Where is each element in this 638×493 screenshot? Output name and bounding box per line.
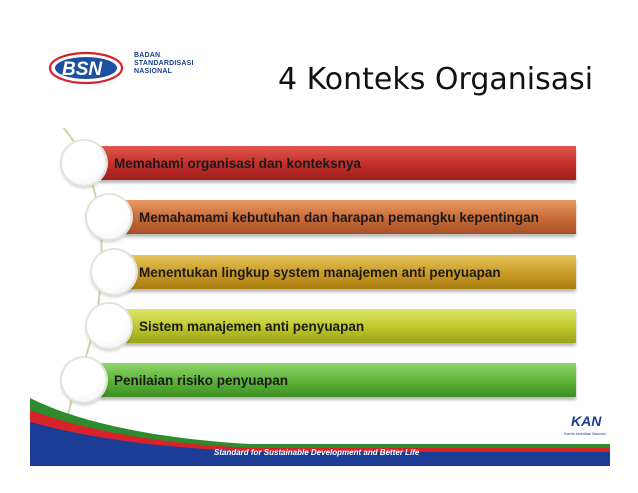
step-label: Menentukan lingkup system manajemen anti penyuapan [139,264,501,280]
kan-logo-subtitle: Komite Akreditasi Nasional [564,432,606,436]
step-bar-1 [100,146,576,180]
step-label: Memahamami kebutuhan dan harapan pemangku kepentingan [139,209,539,225]
step-bar-3 [125,255,576,289]
step-circle-5 [62,358,106,402]
org-name-line: STANDARDISASI [134,60,194,67]
step-circle-1 [62,141,106,185]
step-bar-4 [125,309,576,343]
bsn-logo [48,48,248,88]
step-circle-2 [87,195,131,239]
step-circle-3 [92,250,136,294]
org-name [134,52,194,76]
step-bar-5 [100,363,576,397]
bsn-logo-text: BSN [62,59,103,80]
kan-logo: KAN [571,413,602,429]
step-bar-2 [125,200,576,234]
bsn-logo-mark [48,48,126,88]
slide-title: 4 Konteks Organisasi [278,62,594,97]
step-label: Sistem manajemen anti penyuapan [139,318,365,334]
step-circle-4 [87,304,131,348]
footer-tagline: Standard for Sustainable Development and Better Life [214,448,420,457]
org-name-line: NASIONAL [134,68,173,75]
step-label: Memahami organisasi dan konteksnya [114,155,361,171]
org-name-line: BADAN [134,52,161,59]
slide [30,18,610,466]
step-label: Penilaian risiko penyuapan [114,372,289,388]
